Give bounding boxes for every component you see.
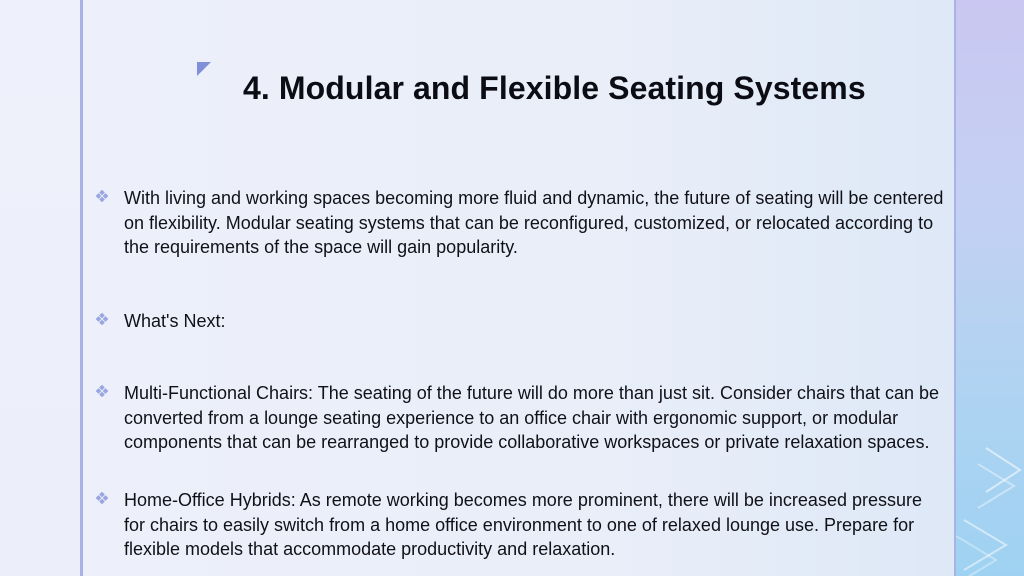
bullet-text: With living and working spaces becoming more fluid and dynamic, the future of seating will be centered on flexibility. Modular seating systems that can be reconfigured, customized, or relocated according to the requirements of the space will gain popularity. (124, 188, 944, 257)
diamond-bullet-icon (96, 190, 108, 202)
bullet-text: Home-Office Hybrids: As remote working becomes more prominent, there will be increased pressure for chairs to easily switch from a home office environment to one of relaxed lounge use. Prepare for flexible models that accommodate productivity and relaxation. (124, 490, 922, 559)
bullet-item (96, 186, 946, 260)
diamond-bullet-icon (96, 385, 108, 397)
bullet-item (96, 488, 946, 562)
bullet-item (96, 381, 946, 455)
right-decorative-panel (956, 0, 1024, 576)
left-margin-panel (0, 0, 80, 576)
chevron-decoration-icon (956, 0, 1024, 576)
diamond-bullet-icon (96, 313, 108, 325)
bullet-text: Multi-Functional Chairs: The seating of the future will do more than just sit. Consider chairs that can be converted from a lounge seating experience to an office chair with ergonomic support, or modular components that can be rearranged to provide collaborative workspaces or private relaxation spaces. (124, 383, 940, 452)
bullet-item (96, 309, 946, 334)
slide-title: 4. Modular and Flexible Seating Systems (243, 70, 866, 106)
left-vertical-rule (80, 0, 83, 576)
diamond-bullet-icon (96, 492, 108, 504)
corner-triangle-icon (197, 62, 211, 76)
bullet-text: What's Next: (124, 311, 226, 331)
